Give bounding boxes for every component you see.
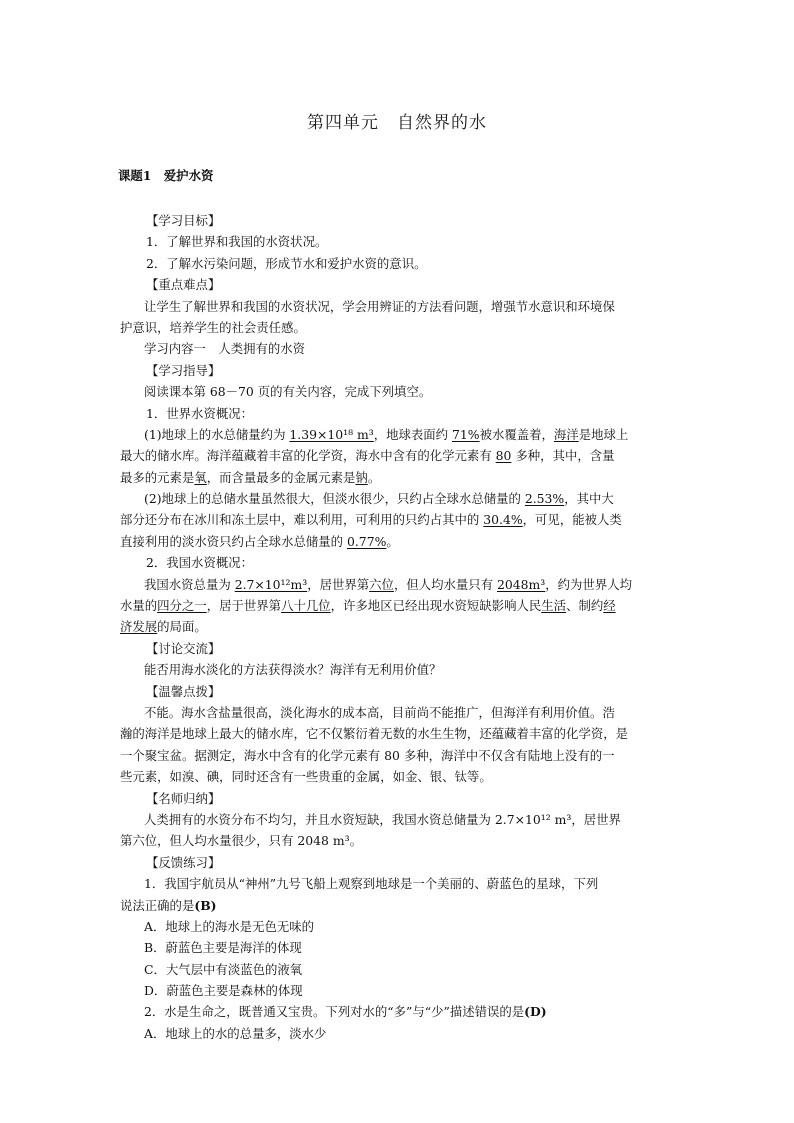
text-line [120, 509, 680, 530]
text-span: 【名师归纳】 [146, 790, 221, 806]
answer-blank: 四分之一 [157, 598, 207, 614]
text-line [120, 873, 680, 894]
text-span: ，可见，能被人类 [522, 512, 622, 528]
text-span: 阅读课本第 68－70 页的有关内容，完成下列填空。 [144, 384, 432, 400]
text-span: D．蔚蓝色主要是森林的体现 [144, 983, 303, 999]
text-line [120, 445, 680, 466]
text-line [120, 980, 680, 1001]
text-span: 我国水资总量为 [144, 576, 235, 592]
text-span: (1)地球上的水总储量约为 [144, 426, 290, 442]
text-span: 瀚的海洋是地球上最大的储水库，它不仅繁衍着无数的水生生物，还蕴藏着丰富的化学资，是 [120, 726, 629, 742]
text-span: ，居世界第 [307, 576, 370, 592]
answer-choice: (D) [524, 1004, 547, 1020]
answer-blank: 氧 [194, 469, 207, 485]
text-span: 【讨论交流】 [146, 640, 221, 656]
text-span: 护意识，培养学生的社会责任感。 [120, 319, 306, 335]
text-line [120, 360, 680, 381]
text-line [120, 788, 680, 809]
text-line [120, 381, 680, 402]
text-line [120, 766, 680, 787]
answer-blank: 济发展 [120, 619, 158, 635]
text-span: 【温馨点拨】 [146, 683, 221, 699]
answer-blank: 八十几位 [281, 598, 331, 614]
text-line [120, 959, 680, 980]
text-span: ，其中大 [564, 491, 614, 507]
text-span: 最多的元素是 [120, 469, 195, 485]
text-span: A．地球上的水的总量多，淡水少 [144, 1025, 327, 1041]
text-line [120, 702, 680, 723]
answer-blank: 71% [452, 426, 480, 442]
text-span: 【重点难点】 [146, 277, 221, 293]
text-span: 让学生了解世界和我国的水资状况，学会用辨证的方法看问题，增强节水意识和环境保 [144, 298, 615, 314]
text-line [120, 274, 680, 295]
text-line [120, 895, 680, 916]
text-line [120, 531, 680, 552]
text-span: (2)地球上的总储水量虽然很大，但淡水很少，只约占全球水总储量的 [144, 491, 525, 507]
answer-blank: 生活 [541, 598, 567, 614]
text-span: 的局面。 [157, 619, 207, 635]
answer-blank: 经 [603, 598, 616, 614]
text-line [120, 745, 680, 766]
text-line [120, 210, 680, 231]
answer-blank: 六位 [369, 576, 394, 592]
text-line [120, 809, 680, 830]
text-span: 【学习指导】 [146, 362, 221, 378]
text-span: ，而含量最多的金属元素是 [206, 469, 356, 485]
text-line [120, 403, 680, 424]
text-line [120, 830, 680, 851]
text-line [120, 231, 680, 252]
text-span: 水量的 [120, 598, 158, 614]
text-line [120, 338, 680, 359]
text-span: 部分还分布在冰川和冻土层中，难以利用，可利用的只约占其中的 [120, 512, 484, 528]
text-span: ，居于世界第 [206, 598, 282, 614]
text-span: 1．我国宇航员从“神州”九号飞船上观察到地球是一个美丽的、蔚蓝色的星球，下列 [144, 876, 599, 892]
text-span: ，但人均水量只有 [393, 576, 498, 592]
text-span: B．蔚蓝色主要是海洋的体现 [144, 940, 302, 956]
text-span: 最大的储水库。海洋蕴藏着丰富的化学资，海水中含有的化学元素有 [120, 448, 496, 464]
text-span: 不能。海水含盐量很高，淡化海水的成本高，目前尚不能推广，但海洋有利用价值。浩 [144, 704, 615, 720]
text-span: 些元素，如溴、碘，同时还含有一些贵重的金属，如金、银、钛等。 [120, 769, 492, 785]
text-span: 说法正确的是 [120, 897, 195, 913]
text-span: 一个聚宝盆。据测定，海水中含有的化学元素有 80 多种，海洋中不仅含有陆地上没有的一 [120, 747, 615, 763]
text-span: 第六位，但人均水量很少，只有 2048 m³。 [120, 833, 362, 849]
answer-blank: 1.39×10¹⁸ m³ [289, 426, 374, 442]
text-line [120, 317, 680, 338]
answer-blank: 钠 [355, 469, 368, 485]
text-span: 、制约 [566, 598, 604, 614]
answer-blank: 2.7×10¹²m³ [234, 576, 308, 592]
text-line [120, 659, 680, 680]
text-line [120, 296, 680, 317]
text-span: ，约为世界人均 [545, 576, 632, 592]
text-line [120, 937, 680, 958]
text-line [120, 574, 680, 595]
text-span: 直接利用的淡水资只约占全球水总储量的 [120, 533, 347, 549]
text-span: A．地球上的海水是无色无味的 [144, 918, 315, 934]
text-line [120, 916, 680, 937]
page-title: 第四单元 自然界的水 [307, 113, 487, 133]
document-body [120, 210, 680, 1044]
text-line [120, 1023, 680, 1044]
text-span: 2．水是生命之，既普通又宝贵。下列对水的“多”与“少”描述错误的是 [144, 1004, 525, 1020]
text-span: 【反馈练习】 [146, 854, 221, 870]
text-line [120, 488, 680, 509]
text-span: 学习内容一 人类拥有的水资 [144, 341, 306, 357]
text-span: 多种，其中，含量 [511, 448, 615, 464]
answer-blank: 80 [495, 448, 512, 464]
text-span: 【学习目标】 [146, 213, 221, 228]
text-line [120, 723, 680, 744]
text-span: 1．了解世界和我国的水资状况。 [146, 234, 328, 250]
answer-blank: 2048m³ [497, 576, 546, 592]
text-span: 能否用海水淡化的方法获得淡水？海洋有无利用价值？ [144, 662, 442, 678]
text-span: 是地球上 [578, 426, 629, 442]
text-span: C．大气层中有淡蓝色的液氧 [144, 961, 303, 977]
text-line [120, 424, 680, 445]
text-span: ，地球表面约 [373, 426, 453, 442]
text-line [120, 595, 680, 616]
text-span: ，许多地区已经出现水资短缺影响人民 [330, 598, 542, 614]
text-line [120, 681, 680, 702]
lesson-heading: 课题1 爱护水资 [118, 168, 214, 183]
text-span: 2．我国水资概况： [146, 555, 254, 571]
answer-choice: (B) [194, 897, 217, 913]
answer-blank: 海洋 [553, 426, 579, 442]
text-span: 。 [367, 469, 381, 485]
answer-blank: 0.77% [346, 533, 387, 549]
answer-blank: 30.4% [483, 512, 523, 528]
text-line [120, 253, 680, 274]
text-span: 人类拥有的水资分布不均匀，并且水资短缺，我国水资总储量为 2.7×10¹² m³，居世界 [144, 811, 621, 827]
text-line [120, 616, 680, 637]
text-line [120, 467, 680, 488]
text-span: 。 [386, 533, 399, 549]
text-span: 2．了解水污染问题，形成节水和爱护水资的意识。 [146, 255, 427, 271]
text-span: 1．世界水资概况： [146, 405, 254, 421]
text-line [120, 638, 680, 659]
text-span: 被水覆盖着， [479, 426, 554, 442]
text-line [120, 1001, 680, 1022]
text-line [120, 552, 680, 573]
answer-blank: 2.53% [524, 491, 565, 507]
text-line [120, 852, 680, 873]
